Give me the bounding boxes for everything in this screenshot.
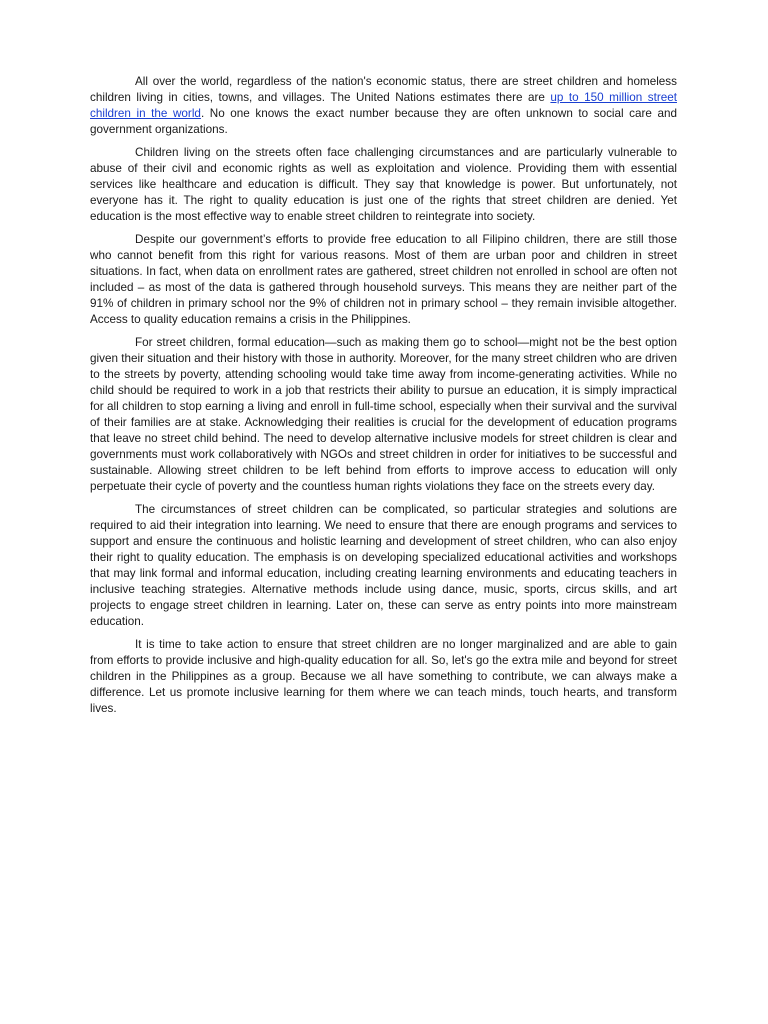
paragraph-1-text-start: All over the world, regardless of the nation's economic status, there are street children and homeless children living in cities, towns, and villages. The United Nations estimates there are: [90, 75, 677, 104]
paragraph-1-text-end: . No one knows the exact number because they are often unknown to social care and government organizations.: [90, 107, 677, 136]
paragraph-1: [90, 74, 677, 138]
paragraph-3: Despite our government’s efforts to provide free education to all Filipino children, there are still those who cannot benefit from this right for various reasons. Most of them are urban poor and children in street situations. In fact, when data on enrollment rates are gathered, street children not enrolled in school are often not included – as most of the data is gathered through household surveys. This means they are neither part of the 91% of children in primary school nor the 9% of children not in primary school – they remain invisible altogether. Access to quality education remains a crisis in the Philippines.: [90, 233, 677, 326]
paragraph-2: Children living on the streets often face challenging circumstances and are particularly vulnerable to abuse of their civil and economic rights as well as exploitation and violence. Providing them with essential services like healthcare and education is difficult. They say that knowledge is power. But unfortunately, not everyone has it. The right to quality education is just one of the rights that street children are denied. Yet education is the most effective way to enable street children to reintegrate into society.: [90, 146, 677, 223]
paragraph-5: The circumstances of street children can be complicated, so particular strategies and solutions are required to aid their integration into learning. We need to ensure that there are enough programs and services to support and ensure the continuous and holistic learning and development of street children, who can also enjoy their right to quality education. The emphasis is on developing specialized educational activities and workshops that may link formal and informal education, including creating learning environments and educating teachers in inclusive teaching strategies. Alternative methods include using dance, music, sports, circus skills, and art projects to engage street children in learning. Later on, these can serve as entry points into more mainstream education.: [90, 503, 677, 628]
document-body: [90, 74, 677, 724]
paragraph-6: It is time to take action to ensure that street children are no longer marginalized and are able to gain from efforts to provide inclusive and high-quality education for all. So, let's go the extra mile and beyond for street children in the Philippines as a group. Because we all have something to contribute, we can always make a difference. Let us promote inclusive learning for them where we can teach minds, touch hearts, and transform lives.: [90, 638, 677, 715]
un-estimate-link[interactable]: up to 150 million street children in the world: [90, 91, 677, 120]
paragraph-4: For street children, formal education—such as making them go to school—might not be the best option given their situation and their history with those in authority. Moreover, for the many street children who are driven to the streets by poverty, attending schooling would take time away from income-generating activities. While no child should be required to work in a job that restricts their ability to pursue an education, it is simply impractical for all children to stop earning a living and enroll in full-time school, especially when their survival and the survival of their families are at stake. Acknowledging their realities is crucial for the development of education programs that leave no street child behind. The need to develop alternative inclusive models for street children is clear and governments must work collaboratively with NGOs and street children in order for initiatives to be successful and sustainable. Allowing street children to be left behind from efforts to improve access to education will only perpetuate their cycle of poverty and the countless human rights violations they face on the streets every day.: [90, 336, 677, 493]
